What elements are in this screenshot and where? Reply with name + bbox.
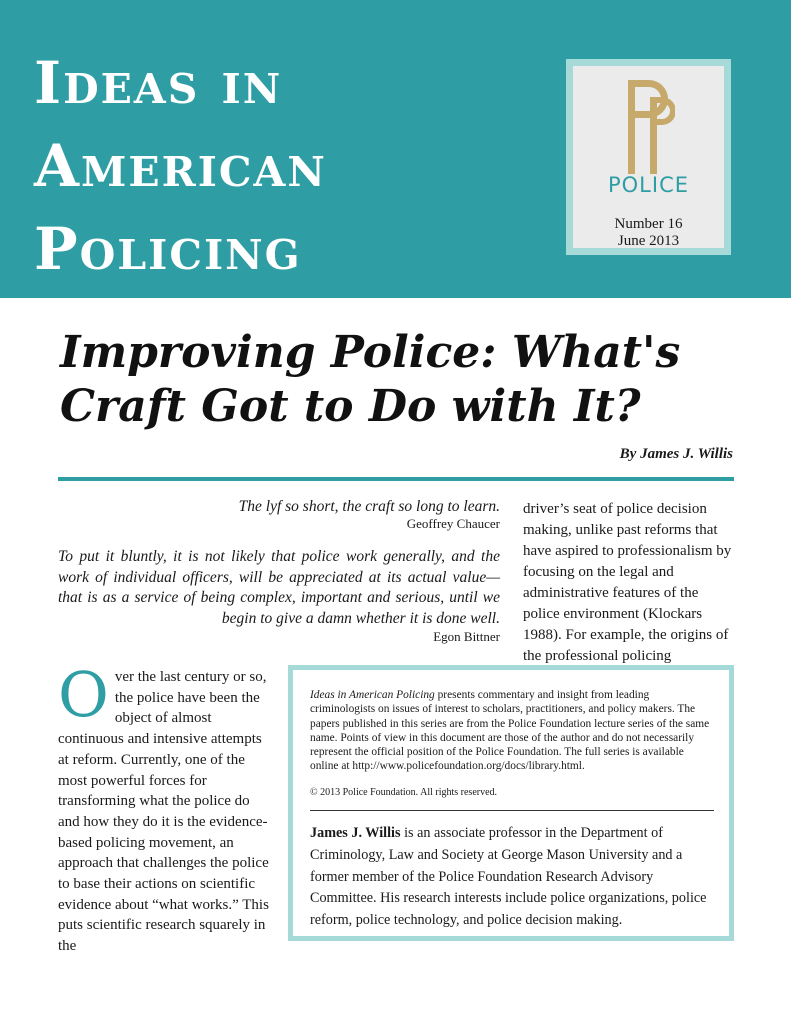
epigraph-bittner-attribution: Egon Bittner (433, 629, 500, 644)
police-foundation-logo (566, 59, 731, 255)
series-title (34, 42, 327, 291)
article-title-line-1: Improving Police: What's (60, 327, 681, 378)
series-title-line-1: Ideas in (34, 49, 283, 117)
series-description-text: presents commentary and insight from leading criminologists on issues of interest to scholars, practitioners, and policy makers. The papers published in this series are from the Police Foundation lecture series of the same name. Points of view in this document are those of the author and do not necessarily represent the official position of the Police Foundation. The full series is available online at http://www.policefoundation.org/docs/library.html. (310, 689, 710, 773)
article-title (60, 326, 680, 434)
epigraph-bittner: To put it bluntly, it is not likely that police work generally, and the work of individual officers, will be appreciated at its actual value—that is as a service of being complex, important and serious, until we begin to give a damn whether it is done well. (58, 548, 500, 627)
series-info-box (288, 665, 734, 941)
series-description (310, 688, 712, 774)
series-title-line-3: Policing (34, 215, 302, 283)
epigraph-chaucer-attribution: Geoffrey Chaucer (406, 516, 500, 531)
author-name: James J. Willis (310, 825, 401, 841)
logo-panel (573, 66, 724, 248)
epigraph-chaucer: The lyf so short, the craft so long to learn. (238, 498, 500, 515)
issue-info (573, 216, 724, 250)
article-title-line-2: Craft Got to Do with It? (60, 381, 641, 432)
info-box-divider (310, 810, 714, 811)
drop-cap: O (58, 658, 109, 731)
body-column-right: driver’s seat of police decision making, unlike past reforms that have aspired to professionalism by focusing on the legal and administrative features of the police environment (Klockars 1988). For example, the origins of the professional policing (523, 501, 732, 664)
copyright-notice: © 2013 Police Foundation. All rights reserved. (310, 787, 498, 798)
issue-number: Number 16 (614, 216, 683, 232)
issue-date: June 2013 (617, 233, 680, 249)
logo-word: POLICE (607, 173, 690, 197)
author-bio (310, 823, 712, 932)
header-banner (0, 0, 791, 298)
info-box-panel (293, 670, 729, 936)
byline: By James J. Willis (619, 446, 733, 462)
body-column-left-text: ver the last century or so, the police have been the object of almost continuous and intensive attempts at reform. Currently, one of the most powerful forces for transforming what the police do and how they do it is the evidence-based policing movement, an approach that challenges the police to base their actions on scientific evidence about “what works.” This puts scientific research squarely in the (58, 669, 269, 955)
series-name: Ideas in American Policing (310, 689, 435, 701)
series-title-line-2: American (34, 132, 327, 200)
divider-rule (58, 477, 734, 481)
pf-monogram-icon (625, 80, 675, 174)
body-column-left (58, 658, 272, 957)
author-bio-text: is an associate professor in the Department of Criminology, Law and Society at George Mason University and a former member of the Police Foundation Research Advisory Committee. His research interests include police organizations, police reform, police technology, and police decision making. (310, 825, 707, 929)
